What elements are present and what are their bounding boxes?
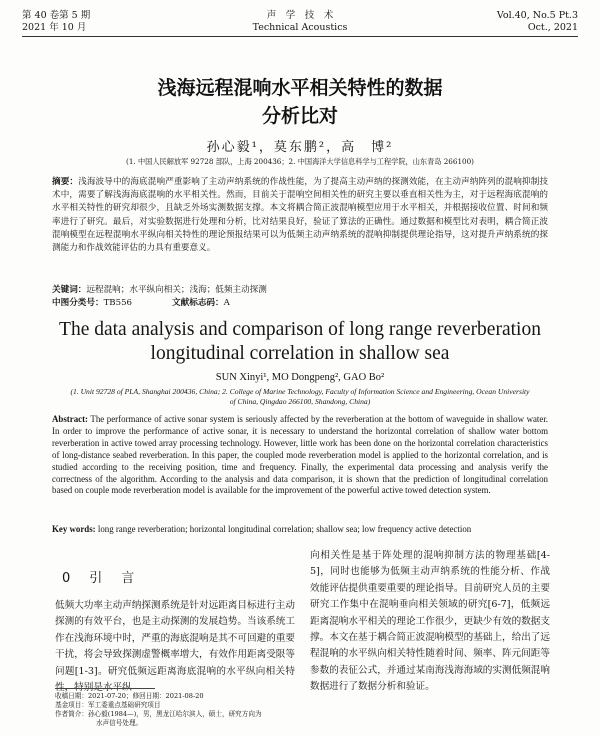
classification-line — [52, 297, 548, 310]
doc-code-label: 文献标志码： — [172, 298, 224, 308]
chinese-authors: 孙心毅¹，莫东鹏²，高 博² — [206, 140, 394, 155]
english-abstract-label: Abstract: — [52, 414, 88, 424]
publication-date-cn: 2021 年 10 月 — [22, 22, 87, 33]
clc-label: 中图分类号： — [52, 298, 104, 308]
footnote-author-bio: 作者简介：孙心毅(1984—)，男，黑龙江哈尔滨人，硕士，研究方向为 — [55, 710, 262, 718]
chinese-abstract-label: 摘要： — [52, 177, 79, 187]
journal-name — [22, 10, 578, 34]
volume-issue: 第 40 卷第 5 期 — [22, 10, 91, 21]
english-keywords-label: Key words: — [52, 524, 96, 534]
publication-date-en: Oct., 2021 — [527, 22, 578, 33]
english-authors: SUN Xinyi¹, MO Dongpeng², GAO Bo² — [215, 372, 385, 383]
chinese-title — [0, 74, 600, 130]
english-title-line-2: longitudinal correlation in shallow sea — [150, 343, 450, 364]
body-left-column: 低频大功率主动声纳探测系统是针对远距离目标进行主动探测的有效平台，也是主动探测的发展趋势。当该系统工作在浅海环境中时，严重的海底混响是其不可回避的重要干扰，将会导致探测虚警概率增大，有效作用距离受限等问题[1-3]。研究低频远距离海底混响的水平纵向相关特性，特别是水平纵 — [55, 600, 295, 694]
header-divider — [22, 36, 578, 37]
english-keywords — [52, 524, 548, 534]
journal-volume-info-en — [497, 10, 578, 34]
english-abstract — [52, 414, 548, 497]
chinese-abstract — [52, 176, 548, 255]
english-abstract-text: The performance of active sonar system is seriously affected by the reverberation at the bottom of waveguide in shallow water. In order to improve the performance of active sonar, it is necessary to understand the horizontal correlation of shallow water bottom reverberation in active towed array processing technology. However, little work has been done on the horizontal correlation characteristics of long-distance seabed reverberation. In this paper, the coupled mode reverberation model is applied to the horizontal correlation, and is studied according to the receiving position, time and frequency. Finally, the experimental data processing and analysis verify the correctness of the algorithm. According to the analysis and data comparison, it is shown that the prediction of longitudinal correlation based on couple mode reverberation model is available for the improvement of the powerful active towed detection system. — [52, 414, 549, 496]
chinese-title-line-2: 分析比对 — [261, 105, 338, 127]
footnote-received-date: 收稿日期：2021-07-20；修回日期：2021-08-20 — [55, 692, 204, 700]
chinese-affiliation: (1. 中国人民解放军 92728 部队，上海 200436；2. 中国海洋大学信息科学与工程学院，山东青岛 266100) — [126, 157, 474, 166]
chinese-title-line-1: 浅海远程混响水平相关特性的数据 — [157, 77, 443, 99]
section-heading-introduction: 0 引 言 — [62, 571, 138, 586]
body-right-column: 向相关性是基于阵处理的混响抑制方法的物理基础[4-5]，同时也能够为低频主动声纳系统的性能分析、作战效能评估提供重要重要的理论指导。目前研究人员的主要研究工作集中在混响垂向相关领域的研究[6-7]，低频远距离混响水平相关的理论工作很少，更缺少有效的数据支撑。本文在基于耦合简正波混响模型的基础上，给出了远程混响的水平纵向相关特性随着时间、频率、阵元间距等参数的表征公式，并通过某南海浅海海域的实测低频混响数据进行了数据分析和验证。 — [310, 550, 550, 693]
volume-issue-en: Vol.40, No.5 Pt.3 — [496, 10, 578, 21]
footnote-divider — [55, 688, 155, 689]
english-keywords-text: long range reverberation; horizontal longitudinal correlation; shallow sea; low frequency active detection — [97, 524, 472, 534]
chinese-abstract-text: 浅海波导中的海底混响严重影响了主动声纳系统的作战性能，为了提高主动声纳的探测效能，在主动声纳阵列的混响抑制技术中，需要了解浅海海底混响的水平相关性。然而，目前关于混响空间相关性的研究主要以垂直相关性为主，对于远程海底混响的水平相关特性的研究却很少，且缺乏外场实测数据支撑。本文将耦合简正波混响模型应用于水平相关，并根据接收位置、时间和频率进行了研究。最后，对实验数据进行处理和分析，比对结果良好，验证了算法的正确性。通过数据和模型比对表明，耦合简正波混响模型在远程混响水平纵向相关特性的理论预报结果可以为低频主动声纳系统的混响抑制提供理论指导，这对提升声纳系统的探测能力和作战效能评估的力具有重要意义。 — [52, 177, 548, 254]
chinese-keywords-label: 关键词： — [52, 285, 87, 295]
footnote-author-bio-cont: 水声信号处理。 — [96, 719, 143, 727]
doc-code-value: A — [223, 298, 230, 308]
english-title-line-1: The data analysis and comparison of long range reverberation — [59, 319, 541, 340]
english-title — [30, 318, 570, 366]
journal-name-en: Technical Acoustics — [252, 22, 348, 33]
clc-value: TB556 — [103, 298, 133, 308]
chinese-keywords — [52, 284, 548, 297]
chinese-keywords-text: 远程混响；水平纵向相关；浅海；低频主动探测 — [86, 285, 267, 295]
english-affiliation: (1. Unit 92728 of PLA, Shanghai 200436, China; 2. College of Marine Technology, Faculty of Information Science and Engineering, Ocean University of China, Qingdao 266100, Shandong, China) — [70, 387, 530, 406]
footnote-funding: 基金项目：军工委重点基础研究项目 — [55, 701, 161, 709]
journal-name-cn: 声 学 技 术 — [266, 10, 334, 21]
